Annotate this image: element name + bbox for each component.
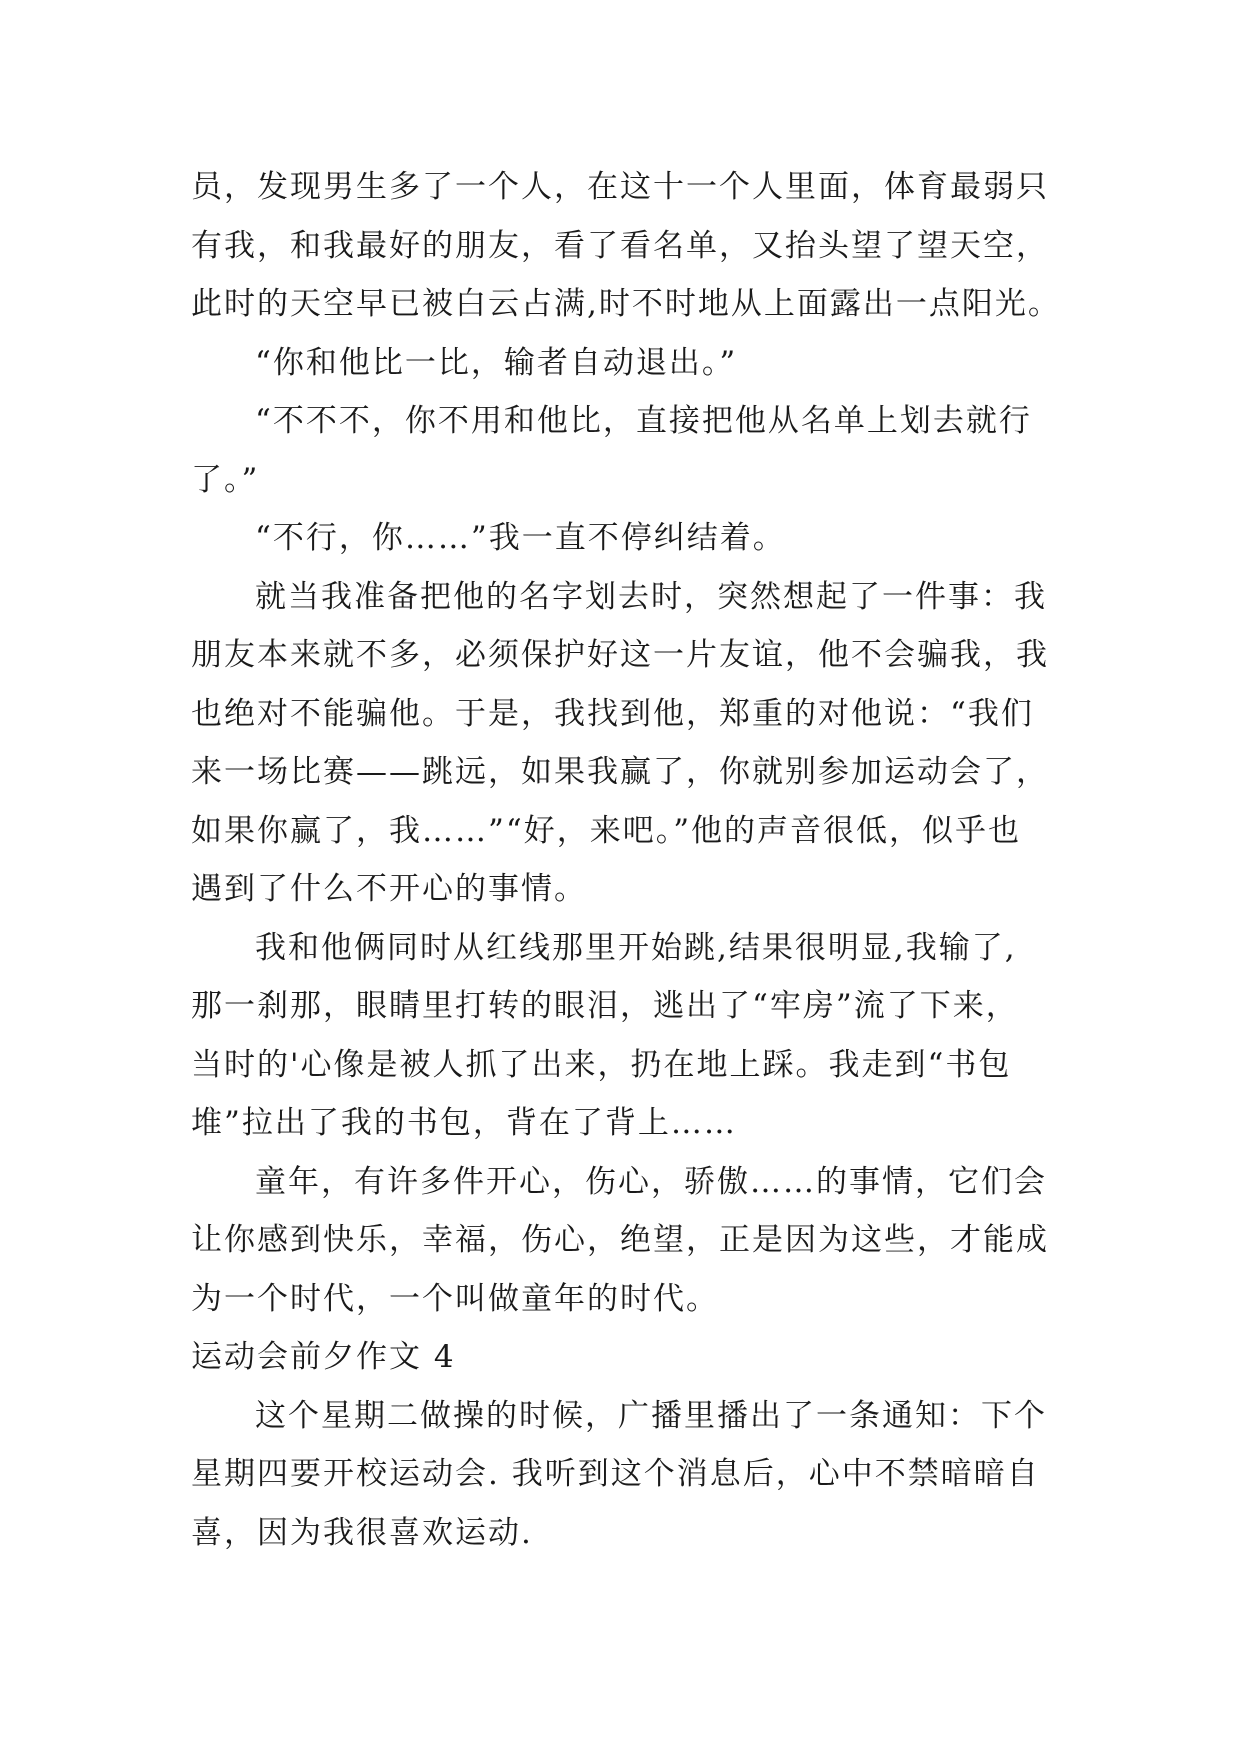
- paragraph: [191, 509, 1091, 568]
- text-line: 此时的天空早已被白云占满,时不时地从上面露出一点阳光。: [191, 286, 1061, 322]
- paragraph: [191, 158, 1091, 334]
- paragraph: [191, 1387, 1091, 1563]
- paragraph: [191, 568, 1091, 919]
- text-line: “不行，你……”我一直不停纠结着。: [255, 520, 786, 556]
- text-line: 员，发现男生多了一个人，在这十一个人里面，体育最弱只: [191, 169, 1049, 205]
- paragraphs-after-heading: [191, 1387, 1091, 1563]
- text-line: 遇到了什么不开心的事情。: [191, 871, 587, 907]
- paragraph: [191, 392, 1091, 509]
- text-line: 我和他俩同时从红线那里开始跳,结果很明显,我输了,: [255, 929, 1017, 966]
- text-line: “不不不，你不用和他比，直接把他从名单上划去就行: [255, 403, 1032, 439]
- paragraph: [191, 919, 1091, 1153]
- text-line: 童年，有许多件开心，伤心，骄傲……的事情，它们会: [255, 1163, 1047, 1200]
- text-line: 那一刹那，眼睛里打转的眼泪，逃出了“牢房”流了下来，: [191, 988, 1019, 1024]
- text-line: 当时的'心像是被人抓了出来，扔在地上踩。我走到“书包: [191, 1046, 1012, 1083]
- text-line: “你和他比一比，输者自动退出。”: [255, 344, 738, 381]
- text-line: 如果你赢了，我……”“好，来吧。”他的声音很低，似乎也: [191, 812, 1022, 849]
- text-line: 让你感到快乐，幸福，伤心，绝望，正是因为这些，才能成: [191, 1222, 1049, 1258]
- text-line: 为一个时代，一个叫做童年的时代。: [191, 1280, 719, 1317]
- paragraphs-before-heading: [191, 158, 1091, 1328]
- text-line: 堆”拉出了我的书包，背在了背上……: [191, 1105, 737, 1141]
- text-line: 来一场比赛——跳远，如果我赢了，你就别参加运动会了，: [191, 754, 1049, 790]
- text-line: 这个星期二做操的时候，广播里播出了一条通知：下个: [255, 1397, 1047, 1434]
- text-line: 星期四要开校运动会. 我听到这个消息后，心中不禁暗暗自: [191, 1456, 1040, 1492]
- text-line: 了。”: [191, 461, 260, 498]
- text-line: 也绝对不能骗他。于是，我找到他，郑重的对他说：“我们: [191, 695, 1034, 732]
- text-line: 有我，和我最好的朋友，看了看名单，又抬头望了望天空，: [191, 227, 1049, 264]
- document-body: [191, 158, 1091, 1562]
- paragraph: [191, 1153, 1091, 1329]
- paragraph: [191, 334, 1091, 393]
- text-line: 喜，因为我很喜欢运动.: [191, 1514, 533, 1551]
- text-line: 就当我准备把他的名字划去时，突然想起了一件事：我: [255, 578, 1047, 615]
- section-heading: 运动会前夕作文 4: [191, 1339, 456, 1375]
- text-line: 朋友本来就不多，必须保护好这一片友谊，他不会骗我，我: [191, 637, 1049, 673]
